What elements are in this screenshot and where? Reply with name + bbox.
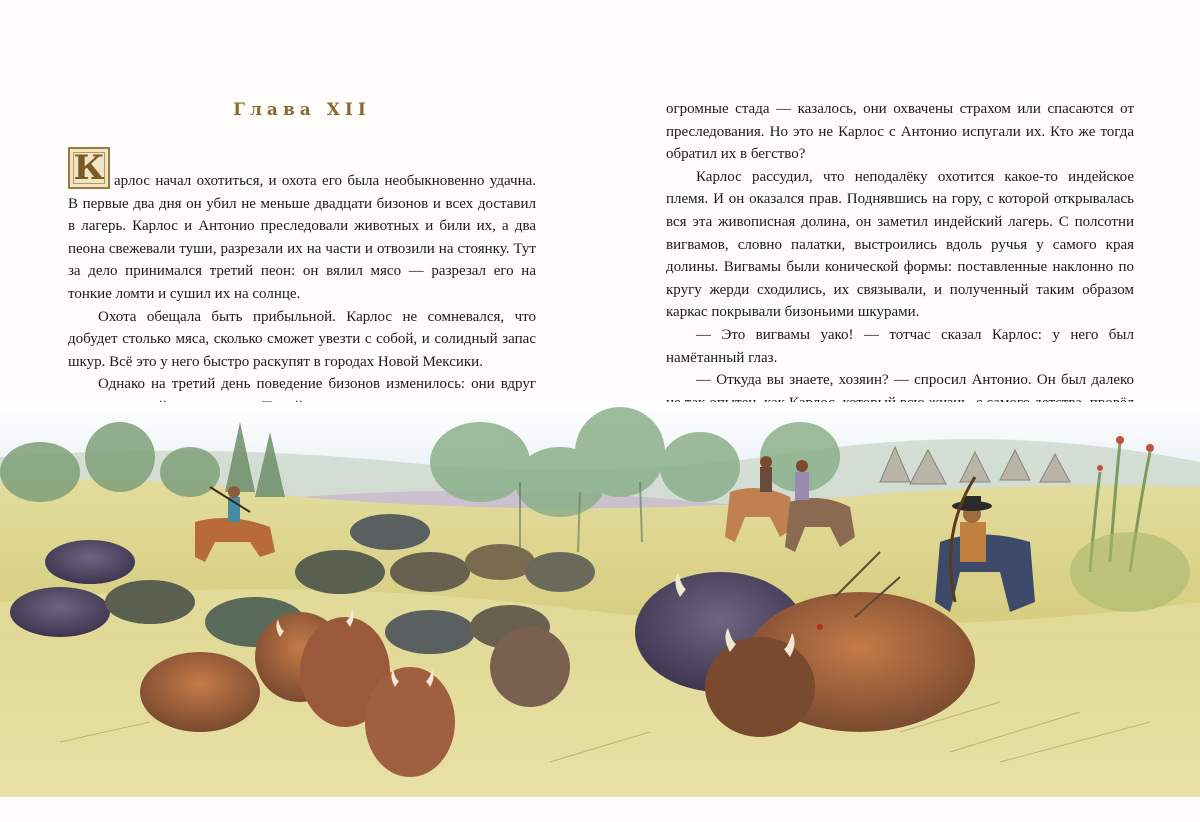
- drop-cap-letter: К: [73, 148, 105, 188]
- left-paragraph-3: Однако на третий день поведение бизонов изменилось: они вдруг: [98, 376, 536, 393]
- right-paragraph-2: Карлос рассудил, что неподалёку охотится какое-то индейское племя. И он оказался прав. Поднявшись на гору, с которой открывалась вся эта живописная долина, он заметил индейский лагерь. С полсотни вигвамов, словно палатки, выстроились вдоль ручья у самого края долины. Вигвамы были конической формы: поставленные наклонно по кругу жерди сходились, их связывали, и полученный таким образом каркас покрывали бизоньими шкурами.: [666, 168, 1134, 321]
- watercolor-painting: [0, 402, 1200, 797]
- right-page-text: [666, 98, 1134, 437]
- right-paragraph-3: — Это вигвамы уако! — тотчас сказал Карлос: у него был намётанный глаз.: [666, 326, 1134, 366]
- left-page-text: [68, 170, 536, 419]
- chapter-title: Глава XII: [233, 100, 371, 120]
- left-paragraph-2: Охота обещала быть прибыльной. Карлос не сомневался, что добудет столько мяса, сколько сможет увезти с собой, и солидный запас шкур. Всё это у него быстро раскупят в городах Новой Мексики.: [68, 308, 536, 370]
- right-paragraph-1: огромные стада — казалось, они охвачены страхом или спасаются от преследования. Но это не Карлос с Антонио испугали их. Кто же тогда обратил их в бегство?: [666, 101, 1134, 163]
- prairie-hunt-illustration: [0, 402, 1200, 797]
- left-paragraph-1: арлос начал охотиться, и охота его была необыкновенно удачна. В первые два дня он убил не меньше двадцати бизонов и всех доставил в лагерь. Карлос и Антонио преследовали животных и били их, а два пеона свежевали туши, разрезали их на части и отвозили на стоянку. Тут за дело принимался третий пеон: он вялил мясо — разрезал его на тонкие ломти и сушил их на солнце.: [68, 173, 536, 302]
- right-paragraph-4: — Откуда вы знаете, хозяин? — спросил Антонио. Он был далеко: [696, 372, 1134, 389]
